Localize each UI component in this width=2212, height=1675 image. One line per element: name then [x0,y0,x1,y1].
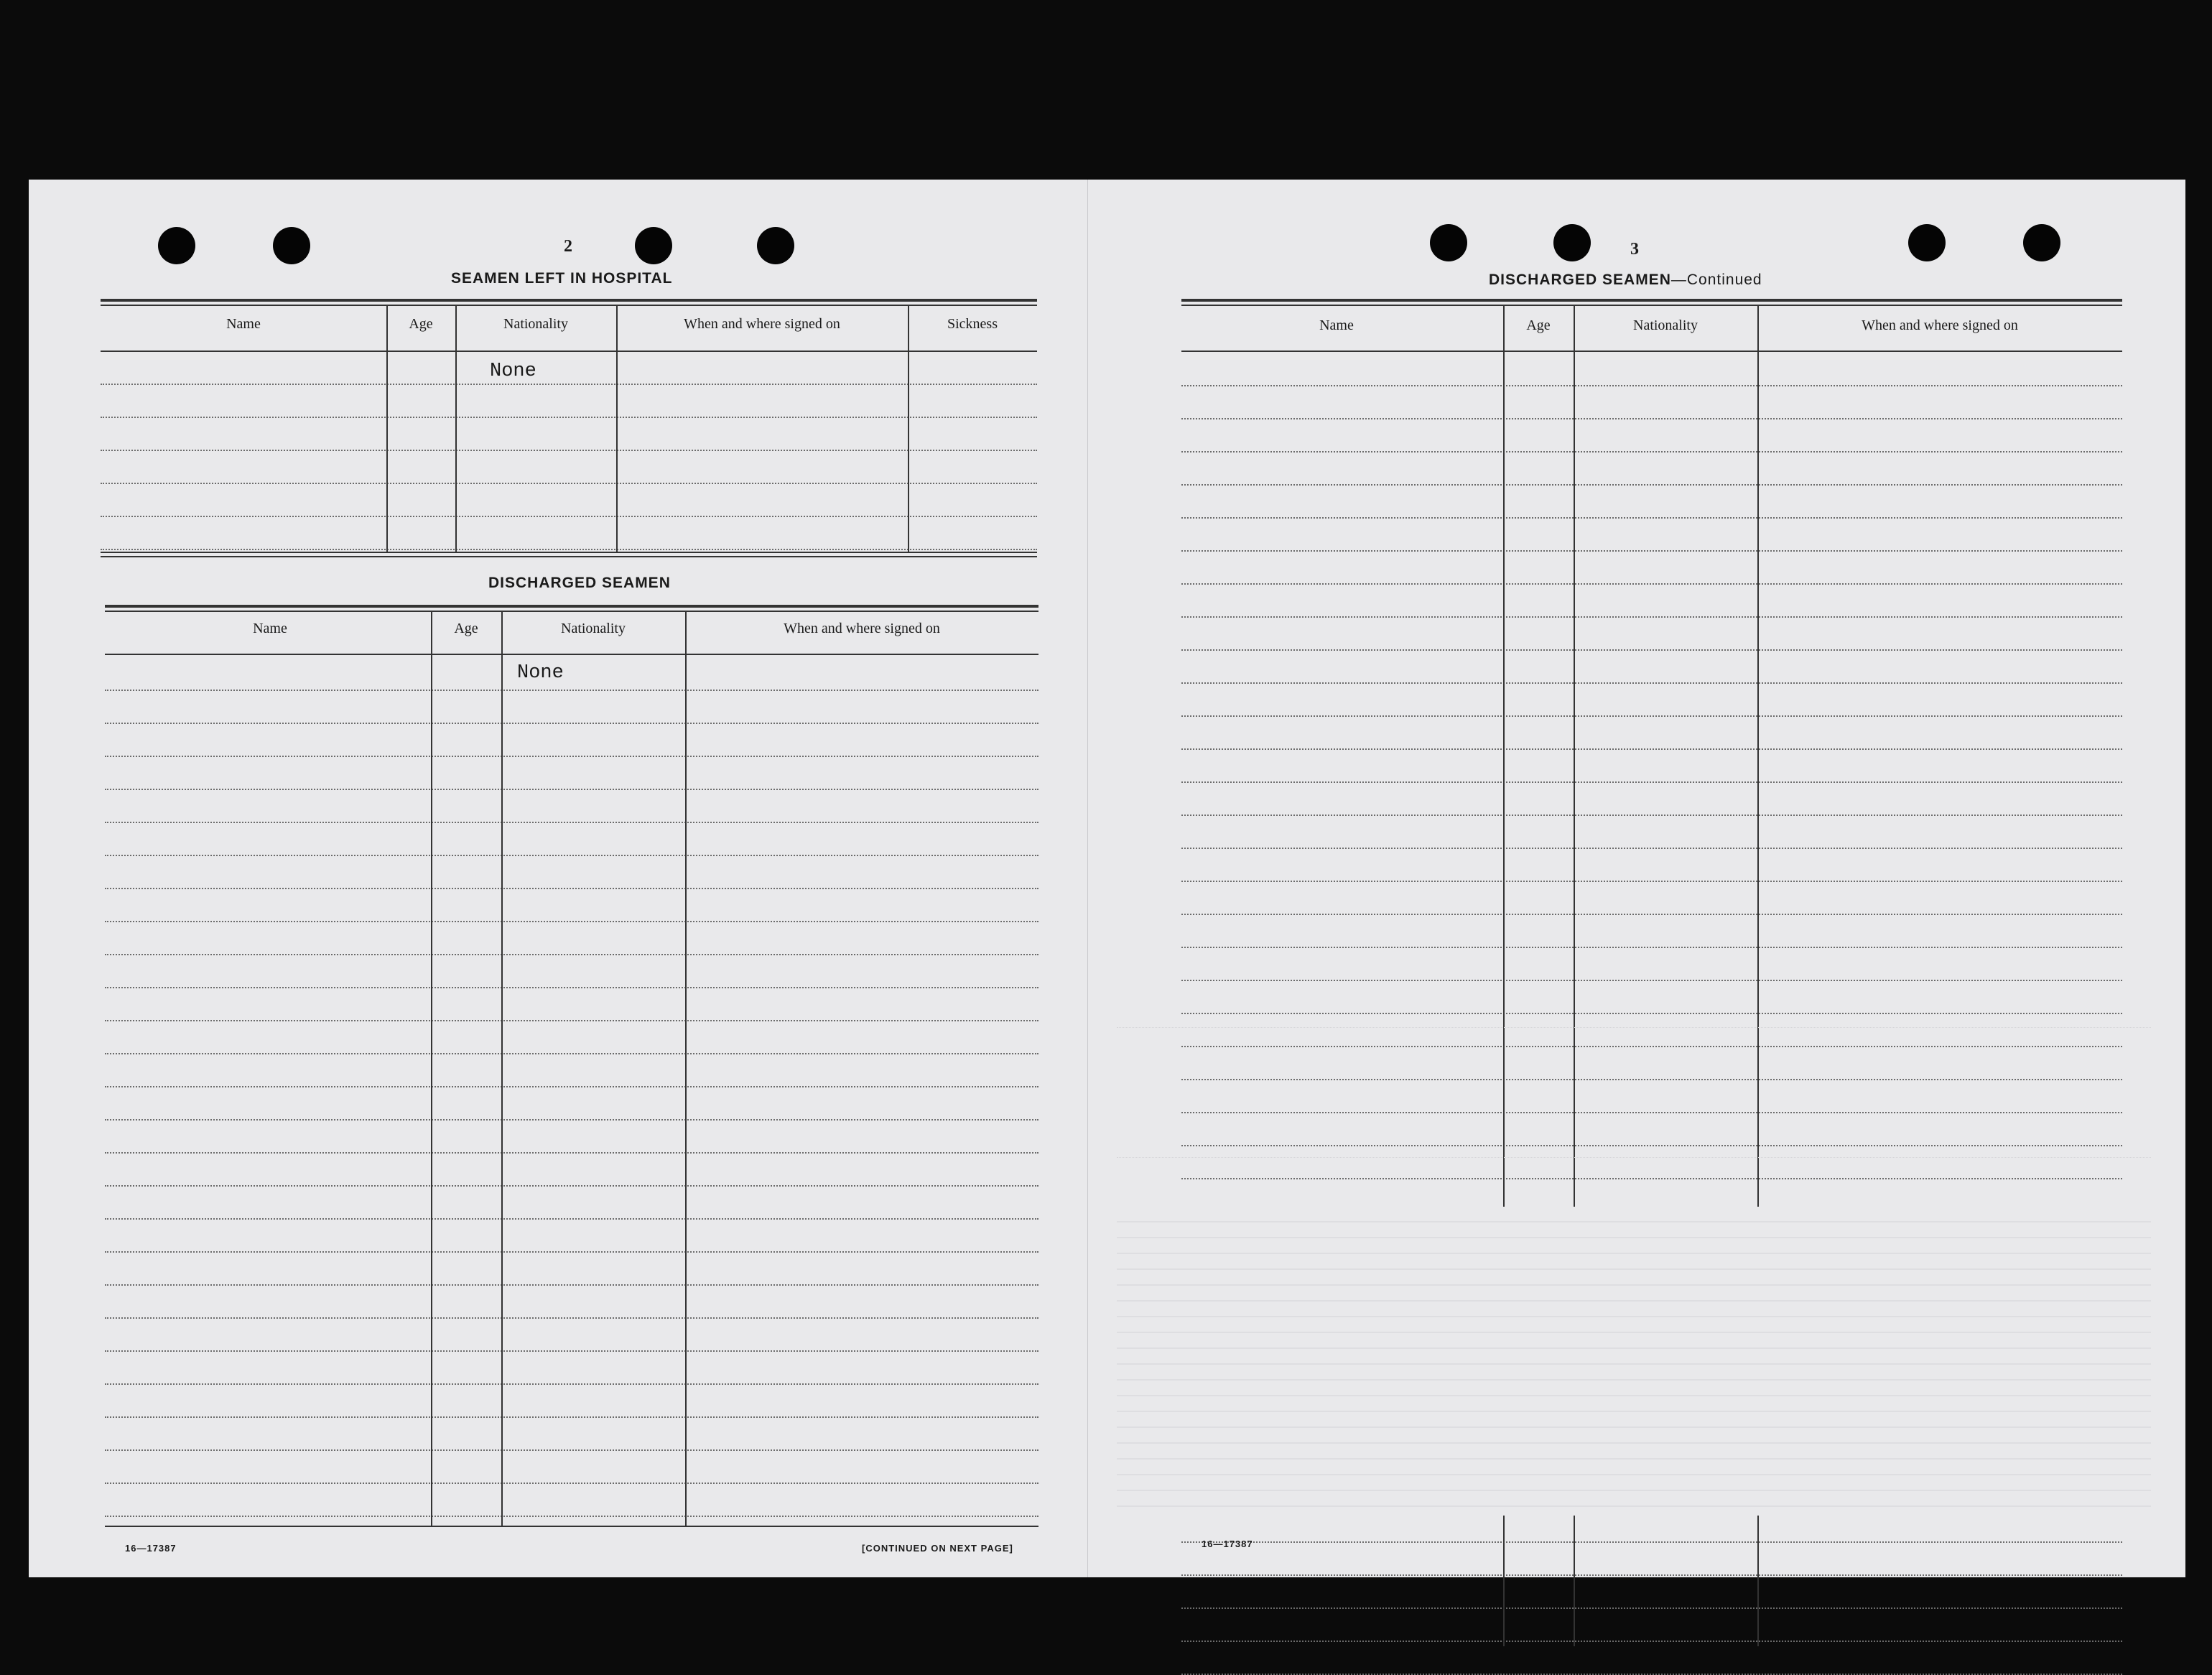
punch-hole [2023,224,2060,261]
row-rule [1181,881,2122,882]
bleed-through-shadow [1117,1207,2151,1516]
row-rule [105,1284,1038,1286]
row-rule [1181,1013,2122,1014]
title-main: DISCHARGED SEAMEN [1489,272,1671,288]
row-rule [101,516,1037,517]
punch-hole [1908,224,1946,261]
table-bottom-border [101,552,1037,553]
header-divider [105,654,1038,655]
table-top-border [101,299,1037,302]
column-header-age: Age [1526,317,1551,333]
form-number: 16—17387 [1202,1539,1253,1549]
row-rule [105,789,1038,790]
row-rule [1181,1574,2122,1576]
row-rule [105,1317,1038,1319]
row-rule [105,1218,1038,1220]
table-bottom-border [105,1526,1038,1527]
discharged-continued-title [1489,272,1762,289]
column-header-nationality: Nationality [561,621,626,636]
punch-hole [757,227,794,264]
punch-hole [273,227,310,264]
discharged-section-title: DISCHARGED SEAMEN [488,575,671,591]
left-page [29,180,1087,1577]
row-rule [1181,715,2122,717]
column-header-name: Name [226,316,261,332]
row-rule [1181,1178,2122,1179]
column-divider [616,306,618,552]
row-rule [1181,682,2122,684]
column-header-name: Name [253,621,287,636]
punch-hole [1430,224,1467,261]
column-header-age: Age [454,621,478,636]
column-divider [386,306,388,552]
row-rule [105,723,1038,724]
page-number: 3 [1630,240,1639,259]
row-rule [1181,451,2122,453]
table-bottom-border [101,556,1037,557]
discharged-entry-value: None [517,662,564,684]
row-rule [105,1383,1038,1385]
row-rule [105,756,1038,757]
column-header-signed-on: When and where signed on [1862,317,2018,333]
row-rule [1181,418,2122,419]
row-rule [1181,980,2122,981]
continued-note: [CONTINUED ON NEXT PAGE] [862,1543,1013,1554]
row-rule [105,1251,1038,1253]
row-rule [105,822,1038,823]
table-top-border [101,305,1037,306]
table-top-border [1181,299,2122,302]
row-rule [101,483,1037,484]
row-rule [105,954,1038,955]
table-top-border [1181,305,2122,306]
right-page [1087,180,2185,1577]
row-rule [1181,947,2122,948]
row-rule [1181,748,2122,750]
row-rule [1181,649,2122,651]
column-divider [431,612,432,1526]
row-rule [1181,848,2122,849]
punch-hole [158,227,195,264]
punch-hole [635,227,672,264]
column-header-sickness: Sickness [947,316,998,332]
column-header-signed-on: When and where signed on [684,316,840,332]
row-rule [1181,550,2122,552]
page-number: 2 [564,237,572,256]
column-divider [685,612,687,1526]
column-divider [501,612,503,1526]
row-rule [105,1053,1038,1054]
row-rule [101,417,1037,418]
column-header-nationality: Nationality [1633,317,1698,333]
row-rule [105,1152,1038,1154]
table-top-border [105,605,1038,608]
row-rule [1181,815,2122,816]
row-rule [105,1119,1038,1120]
column-header-age: Age [409,316,433,332]
bleed-through-shadow [1117,1027,2151,1158]
row-rule [1181,616,2122,618]
row-rule [1181,914,2122,915]
punch-hole [1553,224,1591,261]
column-divider [455,306,457,552]
row-rule [105,855,1038,856]
header-divider [1181,351,2122,352]
row-rule [101,549,1037,550]
form-number: 16—17387 [125,1543,177,1554]
hospital-entry-value: None [490,361,536,382]
row-rule [105,888,1038,889]
row-rule [1181,1607,2122,1609]
row-rule [105,1516,1038,1517]
hospital-section-title: SEAMEN LEFT IN HOSPITAL [451,270,673,287]
row-rule [1181,517,2122,519]
row-rule [1181,1541,2122,1543]
row-rule [101,450,1037,451]
row-rule [105,1483,1038,1484]
row-rule [105,987,1038,988]
row-rule [105,1449,1038,1451]
row-rule [105,921,1038,922]
column-header-signed-on: When and where signed on [784,621,940,636]
column-divider [908,306,909,552]
row-rule [1181,1641,2122,1642]
table-top-border [105,611,1038,612]
row-rule [1181,385,2122,386]
title-suffix: —Continued [1670,272,1762,288]
row-rule [105,1185,1038,1187]
column-header-name: Name [1319,317,1354,333]
row-rule [105,1416,1038,1418]
row-rule [105,1086,1038,1087]
row-rule [105,1020,1038,1021]
row-rule [1181,781,2122,783]
column-header-nationality: Nationality [503,316,568,332]
row-rule [1181,484,2122,486]
row-rule [105,690,1038,691]
row-rule [101,384,1037,385]
row-rule [1181,583,2122,585]
header-divider [101,351,1037,352]
row-rule [105,1350,1038,1352]
